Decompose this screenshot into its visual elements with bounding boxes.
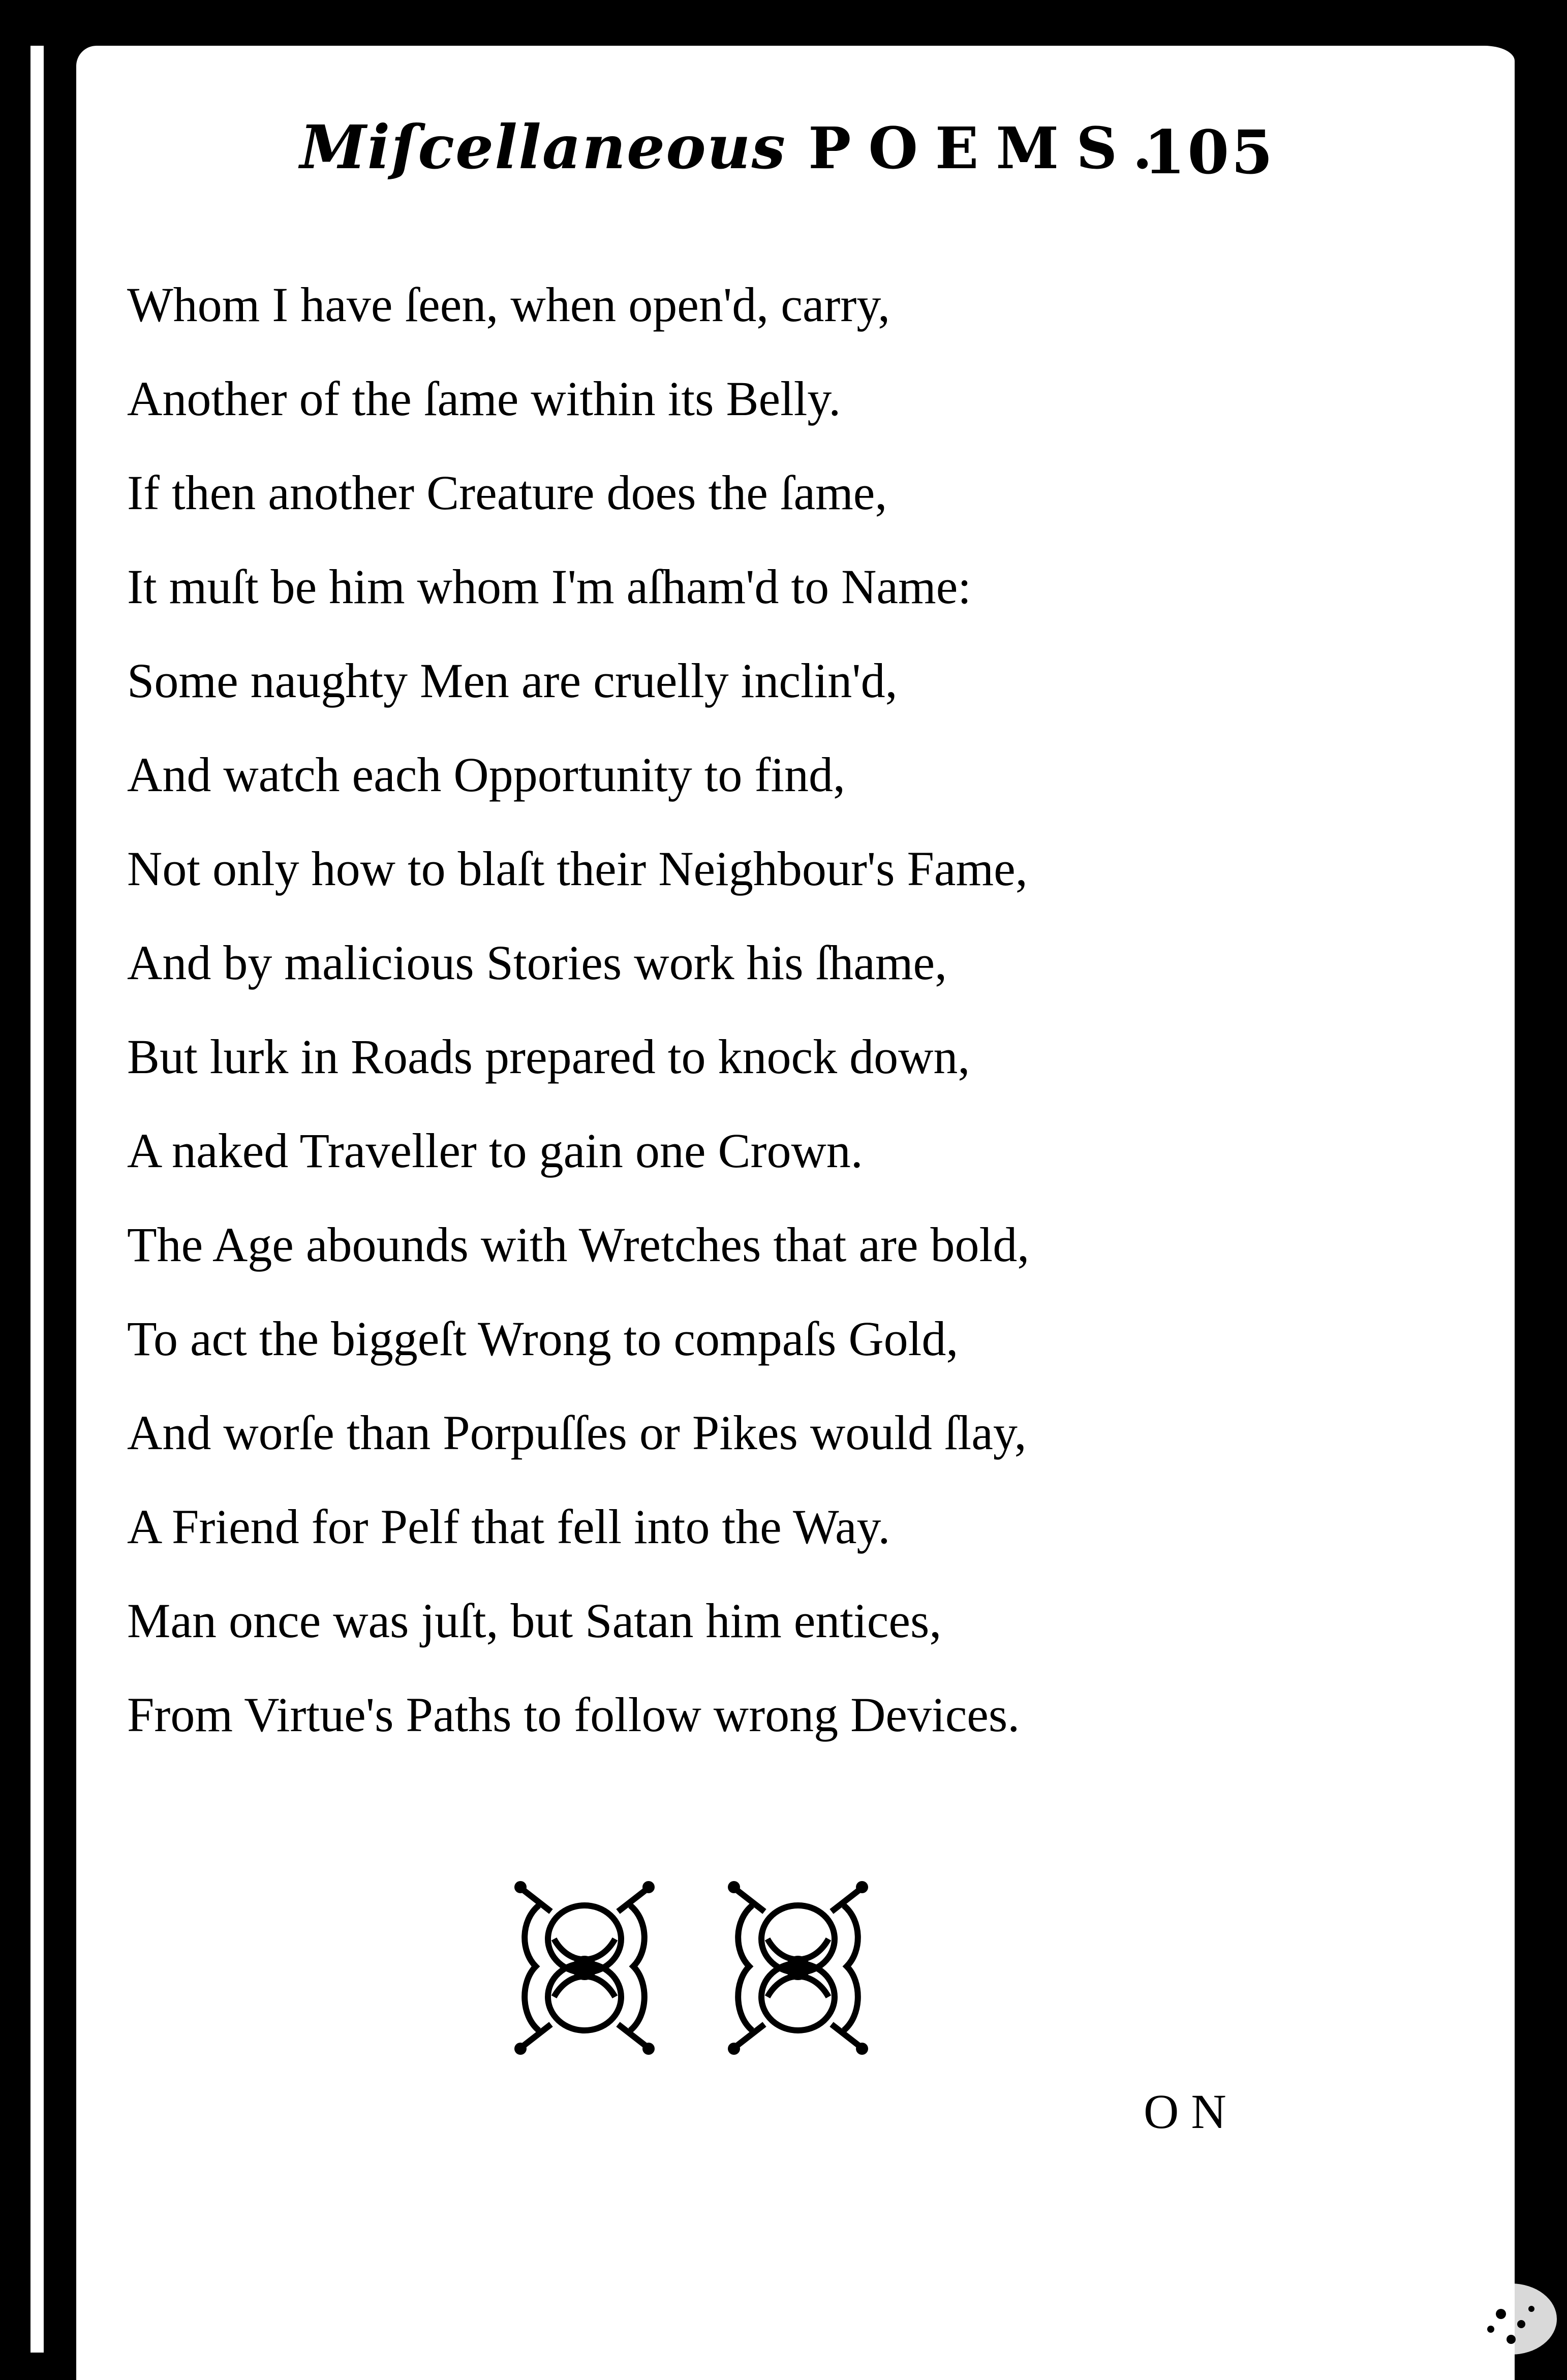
poem-line: A naked Traveller to gain one Crown. <box>127 1123 863 1178</box>
catchword: ON <box>1144 2084 1239 2139</box>
poem-line: And worſe than Porpuſſes or Pikes would ſlay, <box>127 1405 1027 1460</box>
poem-line: Man once was juſt, but Satan him entices, <box>127 1593 942 1648</box>
running-head <box>300 112 1170 182</box>
poem-line: Not only how to blaſt their Neighbour's Fame, <box>127 841 1028 896</box>
running-head-title: Miſcellaneous <box>300 112 787 182</box>
poem-line: The Age abounds with Wretches that are bold, <box>127 1217 1030 1272</box>
spine-edge <box>30 46 44 2353</box>
poem-line: A Friend for Pelf that fell into the Way. <box>127 1499 890 1554</box>
running-head-poems: POEMS. <box>808 115 1170 182</box>
printer-ornament-icon <box>722 1875 874 2058</box>
poem-line: If then another Creature does the ſame, <box>127 465 887 520</box>
poem-line: Some naughty Men are cruelly inclin'd, <box>127 653 898 708</box>
scan-border-left <box>0 0 45 2380</box>
poem-text <box>127 274 1029 1778</box>
poem-line: And by malicious Stories work his ſhame, <box>127 935 947 990</box>
printer-ornament-icon <box>508 1875 661 2058</box>
scan-damage-mark <box>1450 2263 1567 2370</box>
poem-line: To act the biggeſt Wrong to compaſs Gold, <box>127 1311 959 1366</box>
poem-line: Whom I have ſeen, when open'd, carry, <box>127 277 890 332</box>
book-page <box>76 46 1515 2380</box>
page-number: 105 <box>1144 117 1275 187</box>
poem-line: And watch each Opportunity to find, <box>127 747 845 802</box>
poem-line: It muſt be him whom I'm aſham'd to Name: <box>127 559 971 614</box>
poem-line: Another of the ſame within its Belly. <box>127 371 841 426</box>
poem-line: But lurk in Roads prepared to knock down, <box>127 1029 970 1084</box>
poem-line: From Virtue's Paths to follow wrong Devices. <box>127 1687 1020 1742</box>
